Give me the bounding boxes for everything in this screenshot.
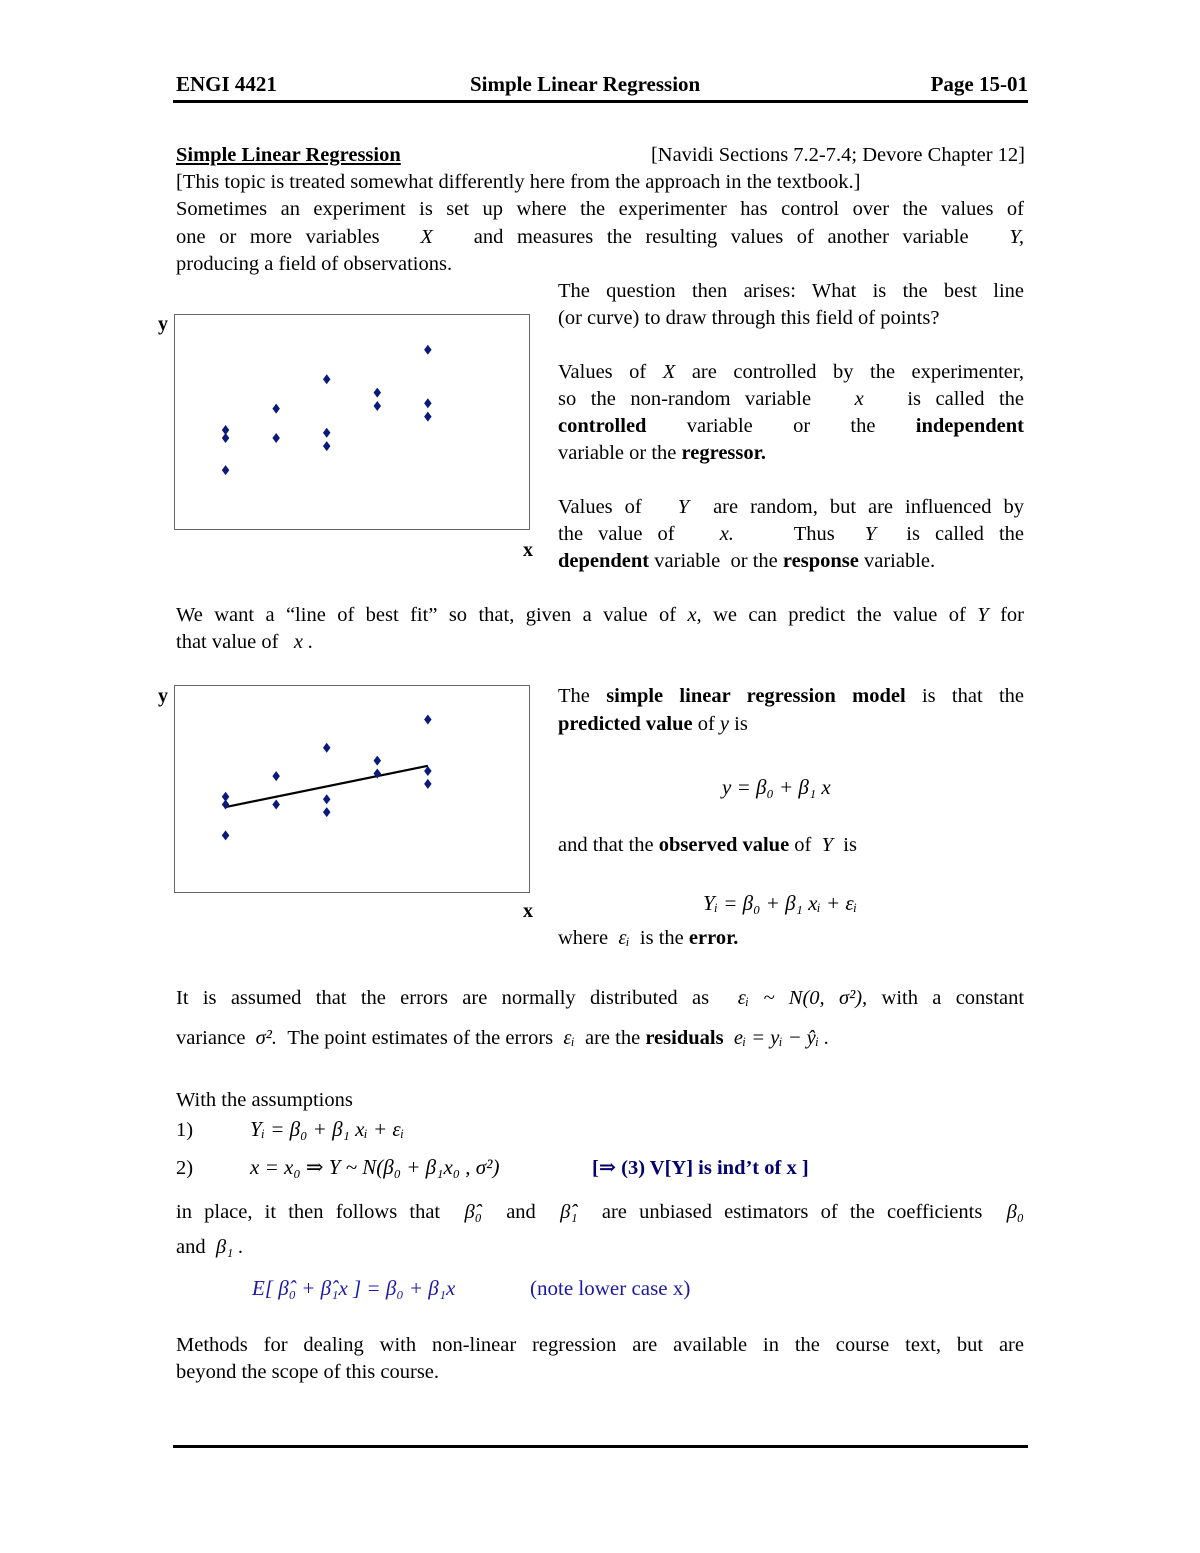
plot1-ylabel: y (158, 313, 168, 335)
data-point (323, 743, 331, 753)
data-point (222, 830, 230, 840)
data-point (424, 345, 432, 355)
plot1-xlabel: x (523, 539, 533, 561)
observed-line: and that the observed value of Y is (558, 834, 857, 856)
model-line-2: predicted value of y is (558, 713, 748, 735)
intro-line-3: producing a field of observations. (176, 253, 453, 275)
page-header (176, 72, 1028, 100)
controlled-line-3: controlled variable or the independent (558, 415, 1025, 437)
data-point (424, 412, 432, 422)
data-point (222, 433, 230, 443)
data-point (323, 794, 331, 804)
plot2-xlabel: x (523, 900, 533, 922)
data-point (374, 756, 382, 766)
intro-line-2: one or more variables X and measures the resulting values of another variable Y, (176, 226, 1025, 248)
assumption-3-note: [⇒ (3) V[Y] is ind’t of x ] (592, 1157, 809, 1179)
observed-equation: Yᵢ = β₀ + β₁ xᵢ + εᵢ (703, 891, 858, 915)
data-point (272, 433, 280, 443)
data-point (424, 714, 432, 724)
assume-line-2: variance σ². The point estimates of the errors εᵢ are the residuals eᵢ = yᵢ − ŷᵢ . (176, 1027, 830, 1049)
section-refs: [Navidi Sections 7.2-7.4; Devore Chapter 12] (650, 144, 1025, 166)
section-title: Simple Linear Regression (176, 144, 401, 166)
dependent-line-1: Values of Y are random, but are influenced by (558, 496, 1025, 518)
page-number: Page 15-01 (930, 72, 1028, 96)
error-line: where εᵢ is the error. (558, 927, 739, 949)
data-point (323, 374, 331, 384)
question-line-1: The question then arises: What is the best line (558, 280, 1024, 302)
header-topic: Simple Linear Regression (470, 72, 701, 96)
intro-line-1: Sometimes an experiment is set up where the experimenter has control over the values of (176, 198, 1024, 220)
controlled-line-2: so the non-random variable x is called the (558, 388, 1025, 410)
footer-rule (173, 1445, 1028, 1448)
data-point (272, 799, 280, 809)
closing-line-1: Methods for dealing with non-linear regression are available in the course text, but are (176, 1334, 1024, 1356)
data-point (323, 807, 331, 817)
unbiased-line-2: and β₁ . (176, 1236, 244, 1258)
controlled-line-4: variable or the regressor. (558, 442, 766, 464)
assumption-1-number: 1) (176, 1119, 194, 1141)
model-line-1: The simple linear regression model is that the (558, 685, 1025, 707)
data-point (272, 771, 280, 781)
plot2-ylabel: y (158, 685, 168, 707)
header-rule (173, 100, 1028, 103)
data-point (222, 799, 230, 809)
bestfit-line-1: We want a “line of best fit” so that, given a value of x, we can predict the value of Y for (176, 604, 1025, 626)
data-point (374, 388, 382, 398)
controlled-line-1: Values of X are controlled by the experimenter, (558, 361, 1024, 383)
closing-line-2: beyond the scope of this course. (176, 1361, 440, 1383)
question-line-2: (or curve) to draw through this field of points? (558, 307, 940, 329)
assume-line-1: It is assumed that the errors are normally distributed as εᵢ ~ N(0, σ²), with a constant (176, 987, 1025, 1009)
assumption-1-equation: Yᵢ = β₀ + β₁ xᵢ + εᵢ (250, 1117, 405, 1141)
expectation-equation: E[ β̂₀ + β̂₁x ] = β₀ + β₁x (252, 1276, 456, 1300)
data-point (424, 779, 432, 789)
scatter-plot (174, 314, 530, 530)
data-point (323, 428, 331, 438)
assumption-2-equation: x = x₀ ⇒ Y ~ N(β₀ + β₁x₀ , σ²) (250, 1155, 500, 1179)
unbiased-line-1: in place, it then follows that β̂₀ and β̂₁ are unbiased estimators of the coefficients β₀ (176, 1201, 1024, 1223)
course-code: ENGI 4421 (176, 72, 277, 96)
assumptions-intro: With the assumptions (176, 1089, 353, 1111)
bestfit-line-2: that value of x . (176, 631, 314, 653)
data-point (323, 441, 331, 451)
data-point (374, 401, 382, 411)
dependent-line-2: the value of x. Thus Y is called the (558, 523, 1025, 545)
model-equation: y = β₀ + β₁ x (722, 775, 831, 799)
expectation-note: (note lower case x) (530, 1276, 691, 1300)
assumption-2-number: 2) (176, 1157, 194, 1179)
section-note: [This topic is treated somewhat differently here from the approach in the textbook.] (176, 171, 861, 193)
data-point (272, 404, 280, 414)
dependent-line-3: dependent variable or the response variable. (558, 550, 936, 572)
regression-plot (174, 685, 530, 893)
data-point (222, 465, 230, 475)
data-point (424, 398, 432, 408)
